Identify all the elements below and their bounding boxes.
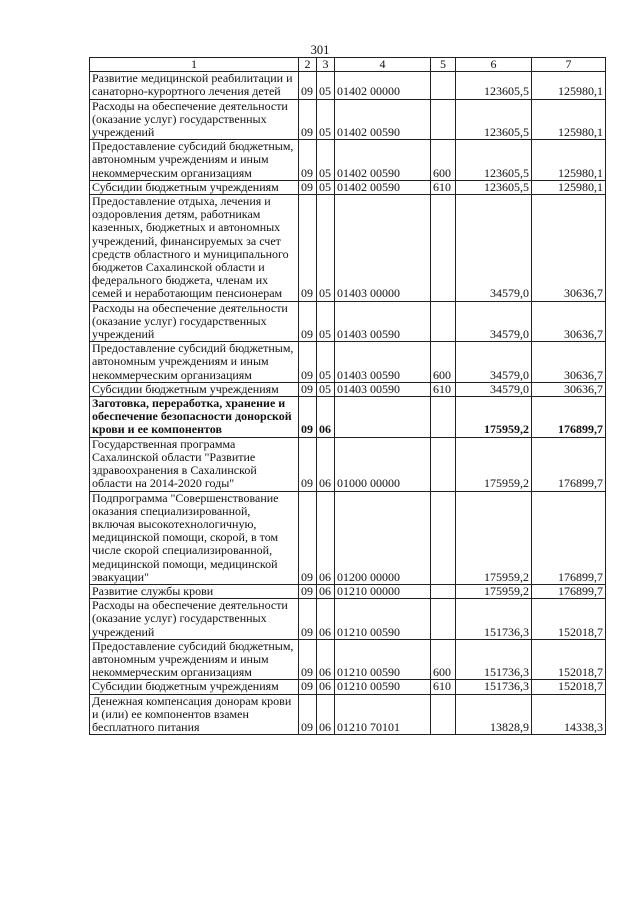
target-article-cell: 01403 00590 xyxy=(335,382,431,396)
column-header: 1 xyxy=(90,58,299,72)
subsection-code-cell: 05 xyxy=(317,99,335,140)
row-name-cell: Предоставление отдыха, лечения и оздоровления детям, работникам казенных, бюджетных и автономных учреждений, финансируемых за счет средств областного и муниципального бюджетов Сахалинской области и федерального бюджета, членам их семей и неработающим пенсионерам xyxy=(90,195,299,302)
section-code-cell: 09 xyxy=(299,639,317,680)
subsection-code-cell: 06 xyxy=(317,680,335,694)
section-code-cell: 09 xyxy=(299,72,317,99)
expense-type-cell xyxy=(431,584,456,598)
amount-col7-cell: 125980,1 xyxy=(532,99,606,140)
amount-col6-cell: 151736,3 xyxy=(456,680,532,694)
amount-col6-cell: 175959,2 xyxy=(456,437,532,491)
amount-col7-cell: 30636,7 xyxy=(532,301,606,342)
table-row xyxy=(90,584,606,598)
target-article-cell: 01402 00590 xyxy=(335,99,431,140)
row-name-cell: Предоставление субсидий бюджетным, автономным учреждениям и иным некоммерческим организациям xyxy=(90,639,299,680)
table-row xyxy=(90,382,606,396)
row-name-cell: Расходы на обеспечение деятельности (оказание услуг) государственных учреждений xyxy=(90,99,299,140)
subsection-code-cell: 06 xyxy=(317,639,335,680)
target-article-cell: 01210 00590 xyxy=(335,599,431,640)
column-header: 2 xyxy=(299,58,317,72)
column-header: 7 xyxy=(532,58,606,72)
target-article-cell: 01403 00590 xyxy=(335,301,431,342)
section-code-cell: 09 xyxy=(299,99,317,140)
subsection-code-cell: 05 xyxy=(317,301,335,342)
amount-col6-cell: 123605,5 xyxy=(456,180,532,194)
row-name-cell: Развитие медицинской реабилитации и санаторно-курортного лечения детей xyxy=(90,72,299,99)
row-name-cell: Развитие службы крови xyxy=(90,584,299,598)
row-name-cell: Расходы на обеспечение деятельности (оказание услуг) государственных учреждений xyxy=(90,599,299,640)
table-row xyxy=(90,195,606,302)
amount-col7-cell: 30636,7 xyxy=(532,195,606,302)
subsection-code-cell: 06 xyxy=(317,437,335,491)
target-article-cell: 01402 00000 xyxy=(335,72,431,99)
section-code-cell: 09 xyxy=(299,140,317,181)
subsection-code-cell: 06 xyxy=(317,397,335,438)
target-article-cell: 01402 00590 xyxy=(335,180,431,194)
table-row xyxy=(90,680,606,694)
amount-col6-cell: 34579,0 xyxy=(456,382,532,396)
table-row xyxy=(90,397,606,438)
expense-type-cell: 600 xyxy=(431,639,456,680)
subsection-code-cell: 05 xyxy=(317,180,335,194)
row-name-cell: Расходы на обеспечение деятельности (оказание услуг) государственных учреждений xyxy=(90,301,299,342)
row-name-cell: Субсидии бюджетным учреждениям xyxy=(90,680,299,694)
subsection-code-cell: 05 xyxy=(317,140,335,181)
table-row xyxy=(90,140,606,181)
subsection-code-cell: 06 xyxy=(317,491,335,584)
row-name-cell: Предоставление субсидий бюджетным, автономным учреждениям и иным некоммерческим организациям xyxy=(90,342,299,383)
amount-col7-cell: 152018,7 xyxy=(532,680,606,694)
amount-col6-cell: 34579,0 xyxy=(456,342,532,383)
table-body xyxy=(90,72,606,735)
amount-col7-cell: 30636,7 xyxy=(532,382,606,396)
column-header: 4 xyxy=(335,58,431,72)
expense-type-cell xyxy=(431,437,456,491)
expense-type-cell xyxy=(431,599,456,640)
amount-col6-cell: 123605,5 xyxy=(456,99,532,140)
row-name-cell: Предоставление субсидий бюджетным, автономным учреждениям и иным некоммерческим организациям xyxy=(90,140,299,181)
section-code-cell: 09 xyxy=(299,584,317,598)
amount-col6-cell: 151736,3 xyxy=(456,599,532,640)
table-row xyxy=(90,342,606,383)
table-row xyxy=(90,301,606,342)
target-article-cell: 01210 00000 xyxy=(335,584,431,598)
row-name-cell: Подпрограмма "Совершенствование оказания специализированной, включая высокотехнологичную, медицинской помощи, скорой, в том числе скорой специализированной, медицинской помощи, медицинской эвакуации" xyxy=(90,491,299,584)
target-article-cell: 01210 70101 xyxy=(335,694,431,735)
amount-col6-cell: 175959,2 xyxy=(456,397,532,438)
target-article-cell: 01000 00000 xyxy=(335,437,431,491)
section-code-cell: 09 xyxy=(299,180,317,194)
table-header-row xyxy=(90,58,606,72)
amount-col6-cell: 123605,5 xyxy=(456,140,532,181)
table-row xyxy=(90,599,606,640)
expense-type-cell xyxy=(431,491,456,584)
amount-col6-cell: 13828,9 xyxy=(456,694,532,735)
amount-col6-cell: 123605,5 xyxy=(456,72,532,99)
amount-col7-cell: 152018,7 xyxy=(532,639,606,680)
amount-col7-cell: 176899,7 xyxy=(532,397,606,438)
table-row xyxy=(90,437,606,491)
section-code-cell: 09 xyxy=(299,397,317,438)
target-article-cell: 01200 00000 xyxy=(335,491,431,584)
section-code-cell: 09 xyxy=(299,437,317,491)
subsection-code-cell: 05 xyxy=(317,382,335,396)
table-row xyxy=(90,99,606,140)
amount-col7-cell: 176899,7 xyxy=(532,437,606,491)
amount-col7-cell: 30636,7 xyxy=(532,342,606,383)
row-name-cell: Субсидии бюджетным учреждениям xyxy=(90,382,299,396)
target-article-cell: 01210 00590 xyxy=(335,639,431,680)
expense-type-cell xyxy=(431,72,456,99)
subsection-code-cell: 05 xyxy=(317,195,335,302)
expense-type-cell xyxy=(431,195,456,302)
row-name-cell: Субсидии бюджетным учреждениям xyxy=(90,180,299,194)
section-code-cell: 09 xyxy=(299,342,317,383)
amount-col6-cell: 34579,0 xyxy=(456,301,532,342)
row-name-cell: Государственная программа Сахалинской области "Развитие здравоохранения в Сахалинской области на 2014-2020 годы" xyxy=(90,437,299,491)
amount-col7-cell: 125980,1 xyxy=(532,140,606,181)
expense-type-cell xyxy=(431,301,456,342)
target-article-cell: 01403 00590 xyxy=(335,342,431,383)
expense-type-cell xyxy=(431,397,456,438)
budget-table xyxy=(89,57,606,735)
row-name-cell: Денежная компенсация донорам крови и (или) ее компонентов взамен бесплатного питания xyxy=(90,694,299,735)
expense-type-cell: 600 xyxy=(431,342,456,383)
amount-col7-cell: 125980,1 xyxy=(532,72,606,99)
column-header: 5 xyxy=(431,58,456,72)
section-code-cell: 09 xyxy=(299,694,317,735)
amount-col7-cell: 152018,7 xyxy=(532,599,606,640)
subsection-code-cell: 06 xyxy=(317,584,335,598)
subsection-code-cell: 05 xyxy=(317,342,335,383)
subsection-code-cell: 05 xyxy=(317,72,335,99)
section-code-cell: 09 xyxy=(299,382,317,396)
table-row xyxy=(90,694,606,735)
table-row xyxy=(90,180,606,194)
amount-col6-cell: 175959,2 xyxy=(456,584,532,598)
column-header: 6 xyxy=(456,58,532,72)
amount-col7-cell: 14338,3 xyxy=(532,694,606,735)
target-article-cell: 01402 00590 xyxy=(335,140,431,181)
table-row xyxy=(90,72,606,99)
column-header: 3 xyxy=(317,58,335,72)
amount-col7-cell: 176899,7 xyxy=(532,491,606,584)
amount-col7-cell: 125980,1 xyxy=(532,180,606,194)
section-code-cell: 09 xyxy=(299,195,317,302)
subsection-code-cell: 06 xyxy=(317,694,335,735)
expense-type-cell: 610 xyxy=(431,382,456,396)
page-number: 301 xyxy=(310,43,330,57)
expense-type-cell: 610 xyxy=(431,680,456,694)
expense-type-cell: 600 xyxy=(431,140,456,181)
amount-col6-cell: 175959,2 xyxy=(456,491,532,584)
subsection-code-cell: 06 xyxy=(317,599,335,640)
expense-type-cell xyxy=(431,99,456,140)
target-article-cell: 01403 00000 xyxy=(335,195,431,302)
row-name-cell: Заготовка, переработка, хранение и обеспечение безопасности донорской крови и ее компонентов xyxy=(90,397,299,438)
table-row xyxy=(90,639,606,680)
amount-col6-cell: 34579,0 xyxy=(456,195,532,302)
amount-col6-cell: 151736,3 xyxy=(456,639,532,680)
expense-type-cell: 610 xyxy=(431,180,456,194)
section-code-cell: 09 xyxy=(299,491,317,584)
target-article-cell xyxy=(335,397,431,438)
section-code-cell: 09 xyxy=(299,599,317,640)
expense-type-cell xyxy=(431,694,456,735)
section-code-cell: 09 xyxy=(299,680,317,694)
amount-col7-cell: 176899,7 xyxy=(532,584,606,598)
target-article-cell: 01210 00590 xyxy=(335,680,431,694)
section-code-cell: 09 xyxy=(299,301,317,342)
table-row xyxy=(90,491,606,584)
